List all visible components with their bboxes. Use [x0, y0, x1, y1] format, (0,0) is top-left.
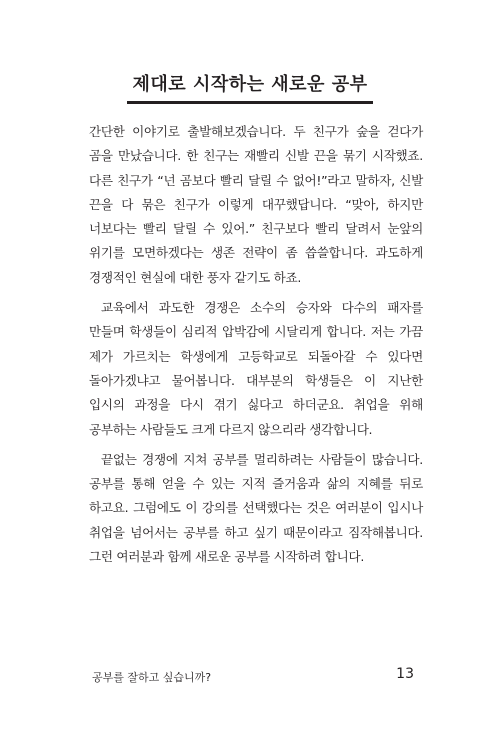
paragraph-1: 간단한 이야기로 출발해보겠습니다. 두 친구가 숲을 걷다가 곰을 만났습니다. 한 친구는 재빨리 신발 끈을 묶기 시작했죠. 다른 친구가 “넌 곰보다 빨리 달릴 수 없어!”라고 말하자, 신발 끈을 다 묶은 친구가 이렇게 대꾸했답니다. “맞아, 하지만 너보다는 빨리 달릴 수 있어.” 친구보다 빨리 달려서 눈앞의 위기를 모면하겠다는 생존 전략이 좀 씁쓸합니다. 과도하게 경쟁적인 현실에 대한 풍자 같기도 하죠. [89, 124, 423, 285]
paragraph-3: 끝없는 경쟁에 지쳐 공부를 멀리하려는 사람들이 많습니다. 공부를 통해 얻을 수 있는 지적 즐거움과 삶의 지혜를 뒤로 하고요. 그럼에도 이 강의를 선택했다는 것은 여러분이 입시나 취업을 넘어서는 공부를 하고 싶기 때문이라고 짐작해봅니다. 그런 여러분과 함께 새로운 공부를 시작하려 합니다. [89, 451, 423, 565]
running-footer-title: 공부를 잘하고 싶습니까? [92, 671, 212, 684]
paragraph-2: 교육에서 과도한 경쟁은 소수의 승자와 다수의 패자를 만들며 학생들이 심리적 압박감에 시달리게 합니다. 저는 가끔 제가 가르치는 학생에게 고등학교로 되돌아갈 수 있다면 돌아가겠냐고 물어봅니다. 대부분의 학생들은 이 지난한 입시의 과정을 다시 겪기 싫다고 하더군요. 취업을 위해 공부하는 사람들도 크게 다르지 않으리라 생각합니다. [89, 300, 423, 437]
page-number: 13 [396, 666, 414, 682]
body-text [89, 120, 423, 575]
page-title: 제대로 시작하는 새로운 공부 [127, 70, 374, 104]
heading-area [0, 70, 500, 104]
